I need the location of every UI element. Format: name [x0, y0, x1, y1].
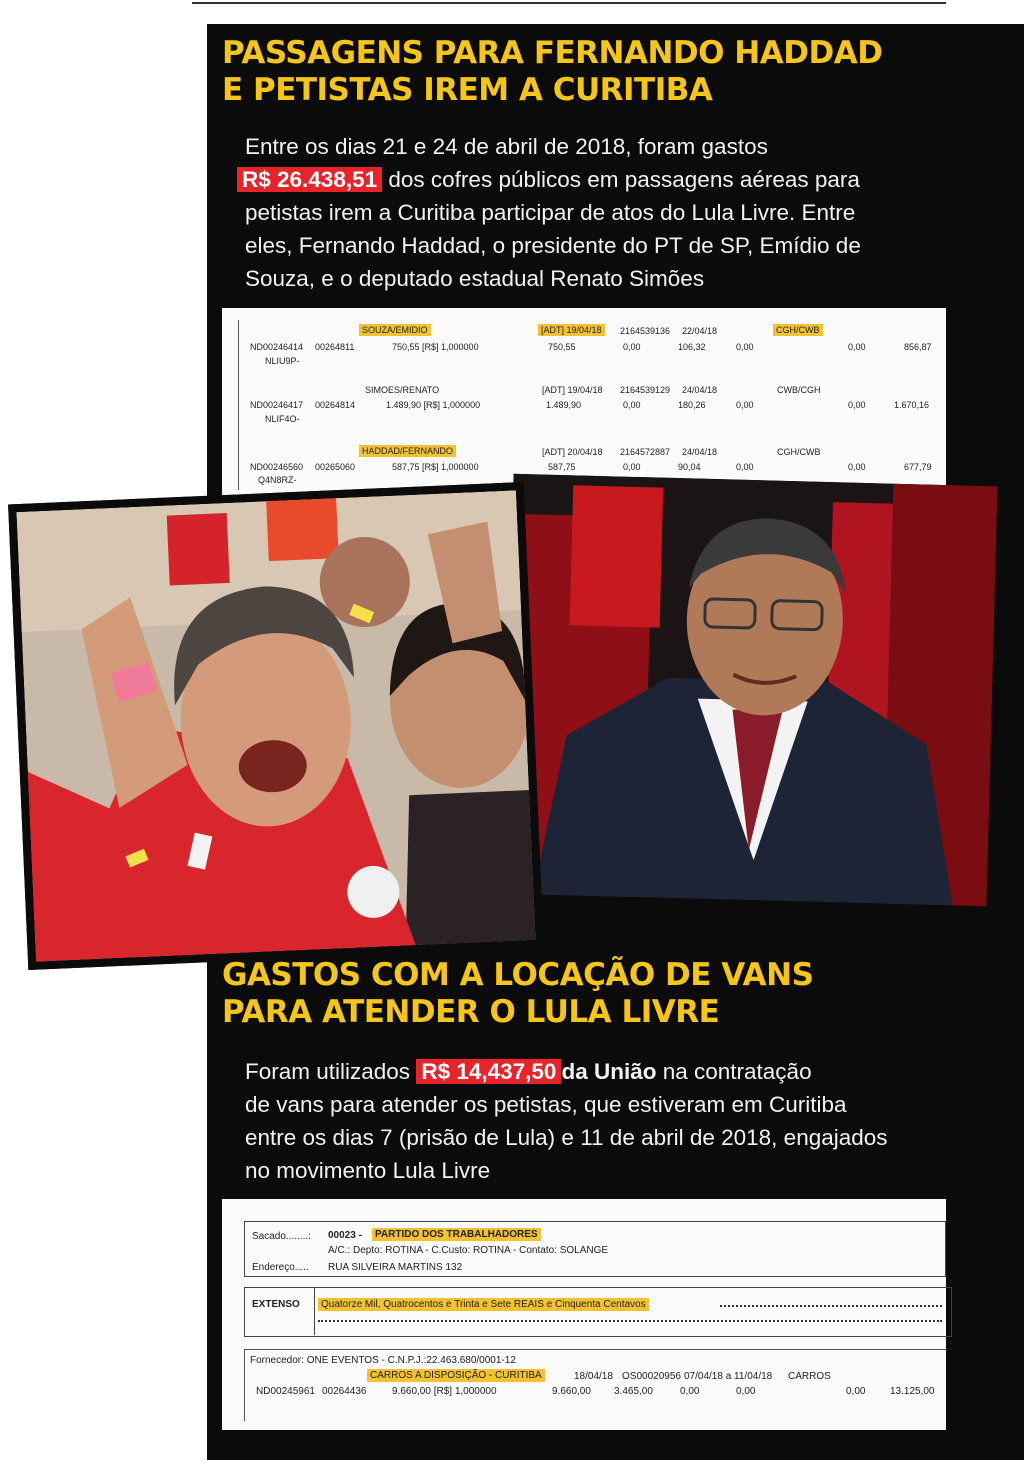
section1-paragraph: [242, 130, 935, 295]
endereco-label: Endereço.....: [252, 1262, 309, 1273]
section1-line1: Entre os dias 21 e 24 de abril de 2018, foram gastos: [245, 134, 768, 159]
invoice-nd: ND00245961: [256, 1386, 315, 1397]
ticket-nd2: Q4N8RZ-: [258, 475, 297, 485]
ticket-tax: 106,32: [678, 342, 706, 352]
ticket-date: 24/04/18: [682, 447, 718, 457]
ticket-route: CGH/CWB: [773, 324, 823, 336]
invoice-document: [222, 1199, 946, 1430]
invoice-z1: 0,00: [680, 1386, 700, 1397]
ticket-tax: 180,26: [678, 400, 706, 410]
ticket-name: SIMOES/RENATO: [365, 385, 440, 395]
ticket-z3: 0,00: [848, 400, 866, 410]
invoice-price: 9.660,00 [R$] 1,000000: [392, 1386, 497, 1397]
section2-line4: no movimento Lula Livre: [245, 1158, 491, 1183]
section2-heading: [222, 957, 813, 1031]
ticket-date: 22/04/18: [682, 326, 718, 336]
ticket-adt: [ADT] 19/04/18: [538, 324, 605, 336]
photo-fernando-haddad: [8, 482, 544, 970]
section1-line4: eles, Fernando Haddad, o presidente do PT de SP, Emídio de: [245, 233, 861, 258]
amount-badge-vans: R$ 14,437,50: [416, 1059, 561, 1084]
ticket-date: 24/04/18: [682, 385, 718, 395]
ticket-name: SOUZA/EMIDIO: [359, 324, 431, 336]
ticket-id: 00265060: [315, 462, 356, 472]
uniao-text: da União: [561, 1059, 657, 1084]
invoice-v2: 3.465,00: [614, 1386, 653, 1397]
ticket-z2: 0,00: [736, 462, 754, 472]
extenso-dots-1: [720, 1305, 942, 1307]
ticket-val: 750,55: [548, 342, 576, 352]
ticket-z1: 0,00: [623, 462, 641, 472]
section1-line2: [237, 163, 935, 196]
ticket-val: 587,75: [548, 462, 576, 472]
section2-line1-tail: na contratação: [662, 1059, 812, 1084]
ticket-price: 750,55 [R$] 1,000000: [392, 342, 479, 352]
fornecedor-left-border: [244, 1349, 245, 1421]
photo-haddad-illustration: [16, 490, 535, 961]
ticket-z1: 0,00: [623, 342, 641, 352]
ticket-id: 00264811: [315, 342, 355, 352]
ticket-document: [222, 308, 946, 501]
doc-left-border: [238, 320, 239, 490]
section2-heading-line2: PARA ATENDER O LULA LIVRE: [222, 994, 720, 1030]
ticket-nd2: NLIU9P-: [265, 356, 300, 366]
section1-heading: [222, 35, 882, 109]
ticket-id: 00264814: [315, 400, 356, 410]
endereco-value: RUA SILVEIRA MARTINS 132: [328, 1262, 463, 1273]
ac-line: A/C.: Depto: ROTINA - C.Custo: ROTINA - Contato: SOLANGE: [328, 1245, 609, 1256]
invoice-id: 00264436: [322, 1386, 367, 1397]
section2-line2: de vans para atender os petistas, que estiveram em Curitiba: [245, 1092, 847, 1117]
ticket-code: 2164539129: [620, 385, 671, 395]
ticket-nd2: NLIF4O-: [265, 414, 300, 424]
ticket-code: 2164539136: [620, 326, 671, 336]
section1-line2-text: dos cofres públicos em passagens aéreas para: [388, 167, 860, 192]
ticket-total: 1.670,16: [894, 400, 930, 410]
ticket-name: HADDAD/FERNANDO: [359, 445, 456, 457]
os-code: OS00020956: [622, 1371, 681, 1382]
ticket-z2: 0,00: [736, 400, 754, 410]
ticket-z3: 0,00: [848, 462, 866, 472]
extenso-dots-2: [318, 1320, 942, 1322]
section2-paragraph: [245, 1055, 935, 1187]
ticket-adt: [ADT] 19/04/18: [542, 385, 603, 395]
invoice-z3: 0,00: [846, 1386, 866, 1397]
ticket-price: 587,75 [R$] 1,000000: [392, 462, 479, 472]
section1-line5: Souza, e o deputado estadual Renato Simões: [245, 266, 705, 291]
amount-badge-passagens: R$ 26.438,51: [237, 167, 382, 192]
section2-line1-text: Foram utilizados: [245, 1059, 411, 1084]
section1-line3: petistas irem a Curitiba participar de atos do Lula Livre. Entre: [245, 200, 856, 225]
servico-value: CARROS A DISPOSIÇÃO - CURITIBA: [367, 1369, 545, 1382]
section2-line1: [245, 1055, 935, 1088]
photo-emidio-de-souza: [503, 474, 998, 907]
carros-value: CARROS: [788, 1371, 831, 1382]
ticket-total: 856,87: [904, 342, 932, 352]
ticket-z2: 0,00: [736, 342, 754, 352]
ticket-nd: ND00246414: [250, 342, 304, 352]
section1-heading-line1: PASSAGENS PARA FERNANDO HADDAD: [222, 35, 883, 71]
extenso-divider: [314, 1287, 315, 1335]
section2-line3: entre os dias 7 (prisão de Lula) e 11 de abril de 2018, engajados: [245, 1125, 888, 1150]
section1-heading-line2: E PETISTAS IREM A CURITIBA: [222, 72, 713, 108]
ticket-price: 1.489,90 [R$] 1,000000: [386, 400, 481, 410]
os-date: 18/04/18: [574, 1371, 613, 1382]
fornecedor-top-border: [244, 1349, 946, 1350]
fornecedor-line: Fornecedor: ONE EVENTOS - C.N.P.J.:22.463.680/0001-12: [250, 1355, 516, 1366]
ticket-tax: 90,04: [678, 462, 701, 472]
ticket-val: 1.489,90: [546, 400, 582, 410]
sacado-name: PARTIDO DOS TRABALHADORES: [372, 1228, 541, 1241]
ticket-adt: [ADT] 20/04/18: [542, 447, 603, 457]
period-value: 07/04/18 a 11/04/18: [684, 1371, 773, 1382]
extenso-label: EXTENSO: [252, 1299, 300, 1310]
invoice-total: 13.125,00: [890, 1386, 935, 1397]
section2-heading-line1: GASTOS COM A LOCAÇÃO DE VANS: [222, 957, 814, 993]
ticket-total: 677,79: [904, 462, 932, 472]
ticket-nd: ND00246417: [250, 400, 304, 410]
top-rule: [192, 2, 946, 4]
ticket-nd: ND00246560: [250, 462, 304, 472]
ticket-z1: 0,00: [623, 400, 641, 410]
photo-emidio-illustration: [503, 474, 998, 907]
extenso-value: Quatorze Mil, Quatrocentos e Trinta e Sete REAIS e Cinquenta Centavos: [318, 1298, 649, 1311]
invoice-z2: 0,00: [736, 1386, 756, 1397]
ticket-route: CWB/CGH: [777, 385, 821, 395]
sacado-code: 00023 -: [328, 1230, 362, 1241]
ticket-code: 2164572887: [620, 447, 671, 457]
ticket-z3: 0,00: [848, 342, 866, 352]
invoice-val: 9.660,00: [552, 1386, 591, 1397]
sacado-label: Sacado........:: [252, 1231, 311, 1242]
extenso-box: [244, 1287, 952, 1337]
ticket-route: CGH/CWB: [777, 447, 821, 457]
